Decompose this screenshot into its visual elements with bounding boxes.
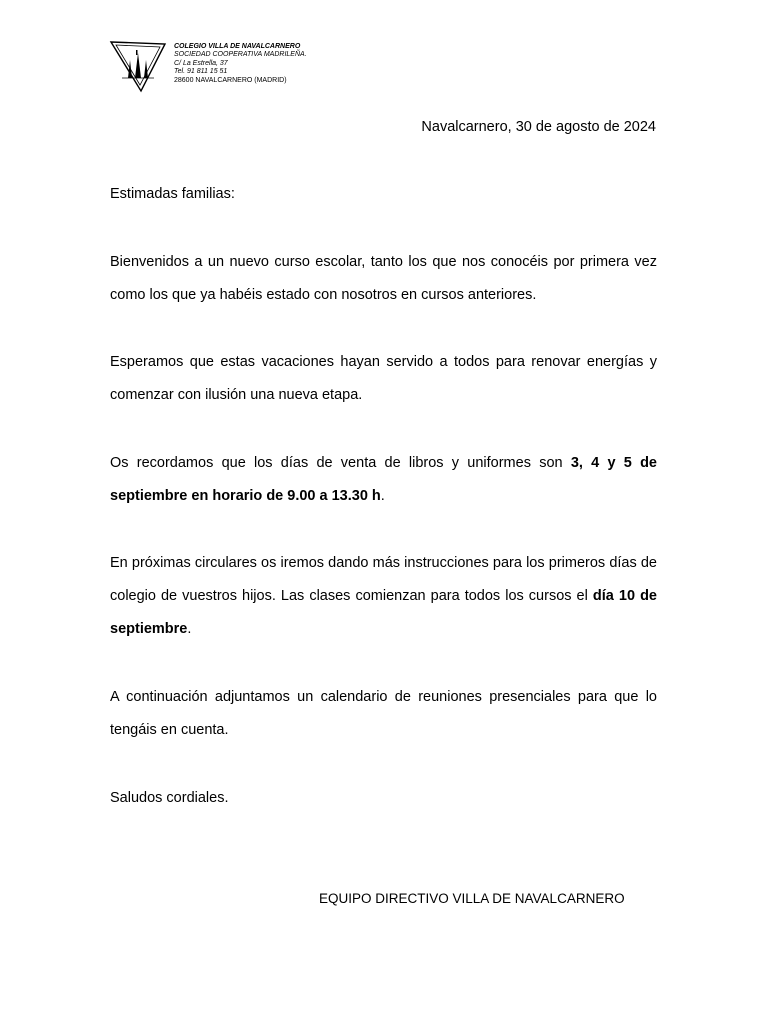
greeting: Estimadas familias:	[110, 186, 235, 202]
classes-start-date: día 10 de septiembre	[110, 588, 657, 637]
paragraph-book-sale	[110, 447, 657, 513]
letter-date: Navalcarnero, 30 de agosto de 2024	[421, 119, 656, 135]
paragraph-classes-start	[110, 547, 657, 646]
school-address: C/ La Estrella, 37	[174, 59, 228, 67]
closing: Saludos cordiales.	[110, 790, 229, 806]
letterhead	[108, 38, 368, 94]
book-sale-dates: 3, 4 y 5 de septiembre en horario de 9.00 a 13.30 h	[110, 455, 657, 504]
book-sale-text: Os recordamos que los días de venta de libros y uniformes son	[110, 455, 571, 471]
school-name: COLEGIO VILLA DE NAVALCARNERO	[174, 43, 301, 50]
classes-start-text: En próximas circulares os iremos dando más instrucciones para los primeros días de colegio de vuestros hijos. Las clases comienzan para todos los cursos el	[110, 555, 657, 604]
school-city: 28600 NAVALCARNERO (MADRID)	[174, 76, 287, 84]
classes-start-end: .	[187, 621, 192, 637]
paragraph-vacation: Esperamos que estas vacaciones hayan servido a todos para renovar energías y comenzar con ilusión una nueva etapa.	[110, 354, 657, 403]
signature: EQUIPO DIRECTIVO VILLA DE NAVALCARNERO	[319, 891, 625, 906]
letterhead-text	[174, 43, 307, 85]
school-logo	[108, 38, 168, 94]
paragraph-welcome: Bienvenidos a un nuevo curso escolar, tanto los que nos conocéis por primera vez como los que ya habéis estado con nosotros en cursos anteriores.	[110, 254, 657, 303]
paragraph-calendar: A continuación adjuntamos un calendario de reuniones presenciales para que lo tengáis en cuenta.	[110, 689, 657, 738]
school-phone: Tel. 91 811 15 51	[174, 68, 228, 76]
cooperative-name: SOCIEDAD COOPERATIVA MADRILEÑA.	[174, 51, 307, 59]
book-sale-end: .	[380, 488, 385, 504]
